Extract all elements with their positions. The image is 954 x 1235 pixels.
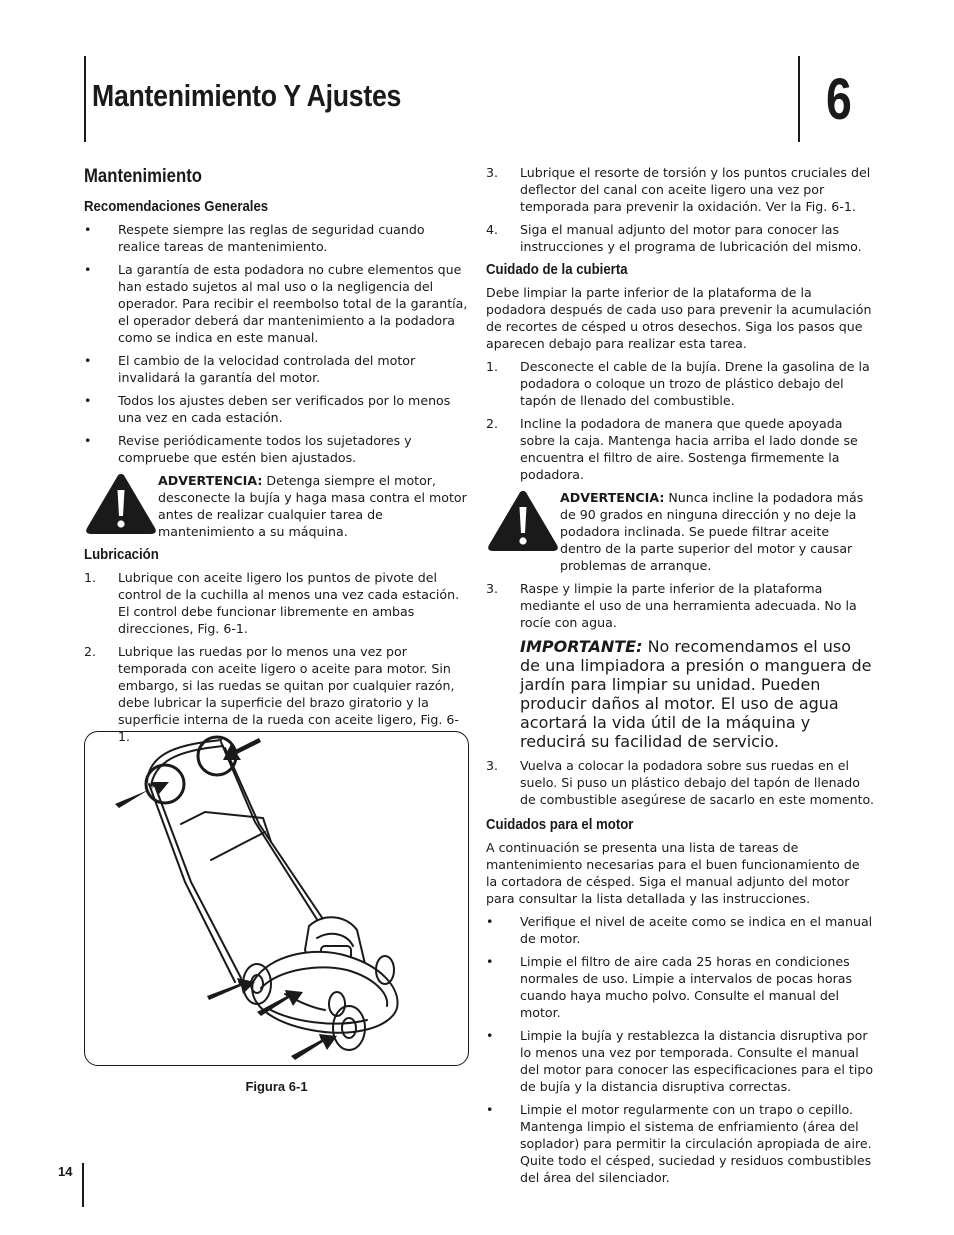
heading-general-recommendations: Recomendaciones Generales <box>84 198 269 215</box>
deck-intro: Debe limpiar la parte inferior de la plataforma de la podadora después de cada uso para prevenir la acumulación de recortes de césped u otros desechos. Siga los pasos que aparecen debajo para realizar esta tarea. <box>486 285 872 351</box>
footer-rule <box>82 1163 84 1207</box>
list-item: • Todos los ajustes deben ser verificados por lo menos una vez en cada estación. <box>84 393 451 425</box>
heading-engine-care: Cuidados para el motor <box>486 816 634 833</box>
list-item: • El cambio de la velocidad controlada del motor invalidará la garantía del motor. <box>84 353 416 385</box>
warning-text: ADVERTENCIA: Nunca incline la podadora más de 90 grados en ninguna dirección y no deje la podadora inclinada. Se puede filtrar aceite dentro de la parte superior del motor y causar problemas de arranque. <box>560 490 864 573</box>
deck-steps-continued <box>486 580 874 631</box>
list-item: 1. Lubrique con aceite ligero los puntos de pivote del control de la cuchilla al menos una vez cada estación. El control debe funcionar libremente en ambas direcciones, Fig. 6-1. <box>84 570 460 636</box>
list-item: • Limpie la bujía y restablezca la distancia disruptiva por lo menos una vez por temporada. Consulte el manual del motor para conocer las especificaciones para el tipo de bujía y la distancia disruptiva correctas. <box>486 1028 874 1094</box>
list-item: • Verifique el nivel de aceite como se indica en el manual de motor. <box>486 914 873 946</box>
section-title-maintenance: Mantenimiento <box>84 166 202 187</box>
page-number: 14 <box>58 1164 73 1179</box>
list-item: 1. Desconecte el cable de la bujía. Drene la gasolina de la podadora o coloque un trozo de plástico debajo del tapón de llenado del combustible. <box>486 359 870 408</box>
left-column <box>84 166 469 751</box>
important-note: IMPORTANTE: No recomendamos el uso de una limpiadora a presión o manguera de jardín para limpiar su unidad. Pueden producir daños al motor. El uso de agua acortará la vida útil de la máquina y reducirá su facilidad de servicio. <box>520 637 872 751</box>
list-item: 2. Incline la podadora de manera que quede apoyada sobre la caja. Mantenga hacia arriba el lado donde se encuentra el filtro de aire. Sostenga firmemente la podadora. <box>486 416 858 482</box>
warning-triangle-icon <box>84 472 158 536</box>
warning-block <box>84 472 469 540</box>
list-item: 3. Raspe y limpie la parte inferior de la plataforma mediante el uso de una herramienta adecuada. No la rocíe con agua. <box>486 581 857 630</box>
deck-steps <box>486 358 874 483</box>
heading-lubrication: Lubricación <box>84 546 159 563</box>
lawn-mower-illustration <box>85 732 469 1066</box>
page-title: Mantenimiento Y Ajustes <box>92 78 402 113</box>
list-item: • Revise periódicamente todos los sujetadores y compruebe que estén bien ajustados. <box>84 433 412 465</box>
chapter-number: 6 <box>826 67 852 132</box>
deck-final-step <box>486 757 874 808</box>
list-item: • Limpie el motor regularmente con un trapo o cepillo. Mantenga limpio el sistema de enfriamiento (área del soplador) para permitir la circulación apropiada de aire. Quite todo el césped, suciedad y residuos combustibles del área del silenciador. <box>486 1102 872 1185</box>
list-item: • Limpie el filtro de aire cada 25 horas en condiciones normales de uso. Limpie a intervalos de pocas horas cuando haya mucho polvo. Consulte el manual del motor. <box>486 954 853 1020</box>
warning-text: ADVERTENCIA: Detenga siempre el motor, desconecte la bujía y haga masa contra el motor antes de realizar cualquier tarea de mantenimiento a su máquina. <box>158 473 467 539</box>
general-recommendations-list <box>84 221 469 466</box>
lubrication-steps-continued <box>486 164 874 255</box>
figure-lawn-mower <box>84 731 469 1066</box>
heading-deck-care: Cuidado de la cubierta <box>486 261 628 278</box>
title-rule <box>84 56 86 142</box>
list-item: 4. Siga el manual adjunto del motor para conocer las instrucciones y el programa de lubricación del mismo. <box>486 222 862 254</box>
figure-caption: Figura 6-1 <box>245 1079 308 1094</box>
list-item: 3. Vuelva a colocar la podadora sobre sus ruedas en el suelo. Si puso un plástico debajo del tapón de llenado de combustible asegúrese de sacarlo en este momento. <box>486 758 875 807</box>
engine-intro: A continuación se presenta una lista de tareas de mantenimiento necesarias para el buen funcionamiento de la cortadora de césped. Siga el manual adjunto del motor para consultar la lista detallada y las instrucciones. <box>486 840 860 906</box>
chapter-rule <box>798 56 800 142</box>
warning-triangle-icon <box>486 489 560 553</box>
list-item: • La garantía de esta podadora no cubre elementos que han estado sujetos al mal uso o la negligencia del operador. Para recibir el reembolso total de la garantía, el operador deberá dar mantenimiento a la podadora como se indica en este manual. <box>84 262 468 345</box>
lubrication-steps <box>84 569 469 745</box>
engine-care-list <box>486 913 874 1186</box>
list-item: • Respete siempre las reglas de seguridad cuando realice tareas de mantenimiento. <box>84 222 425 254</box>
right-column <box>486 164 874 1192</box>
warning-block <box>486 489 874 574</box>
list-item: 2. Lubrique las ruedas por lo menos una vez por temporada con aceite ligero o aceite para motor. Sin embargo, si las ruedas se quitan por cualquier razón, debe lubricar la superficie del brazo giratorio y la superficie interna de la rueda con aceite ligero, Fig. 6-1. <box>84 644 459 744</box>
list-item: 3. Lubrique el resorte de torsión y los puntos cruciales del deflector del canal con aceite ligero una vez por temporada para prevenir la oxidación. Ver la Fig. 6-1. <box>486 165 871 214</box>
